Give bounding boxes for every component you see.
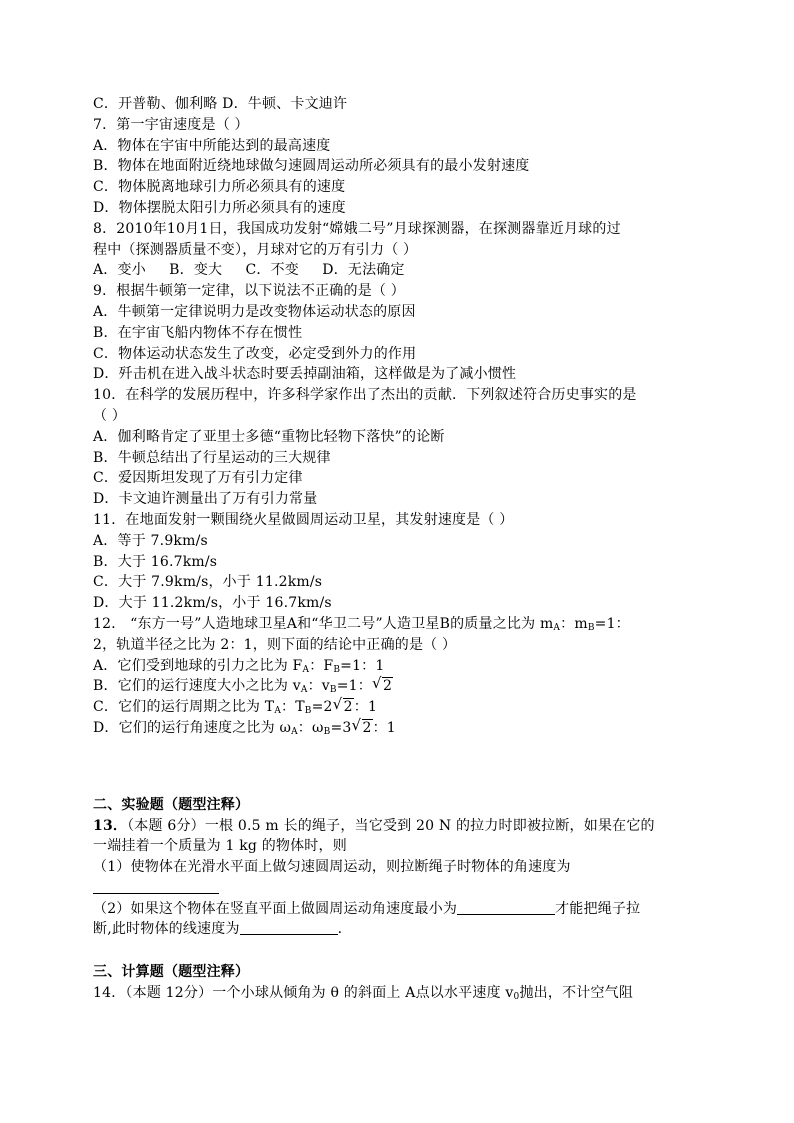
radicand: 2 xyxy=(362,719,372,736)
subscript-b: B xyxy=(587,622,595,633)
radicand: 2 xyxy=(382,678,393,695)
q10-option-b: B．牛顿总结出了行星运动的三大规律 xyxy=(93,449,331,466)
q10-option-c: C．爱因斯坦发现了万有引力定律 xyxy=(93,470,303,487)
q8-stem-line2: 程中（探测器质量不变），月球对它的万有引力（ ） xyxy=(93,241,418,258)
q12-option-a xyxy=(93,656,708,677)
q13-part2-text: （2）如果这个物体在竖直平面上做圆周运动角速度最小为 xyxy=(93,900,458,917)
answer-blank-3[interactable] xyxy=(240,920,338,935)
q10-option-d: D．卡文迪许测量出了万有引力常量 xyxy=(93,491,318,508)
subscript-a: A xyxy=(291,726,298,737)
q14-text-end: 抛出，不计空气阻 xyxy=(519,985,634,1002)
radicand: 2 xyxy=(343,699,353,716)
q12a-text-2: ：F xyxy=(309,657,334,674)
q12-stem-line2: 2，轨道半径之比为 2：1，则下面的结论中正确的是（ ） xyxy=(93,636,457,653)
q8-options: A．变小 B．变大 C．不变 D．无法确定 xyxy=(93,262,405,279)
q12c-text-2: ：T xyxy=(281,699,305,716)
section-3-heading: 三、计算题（题型注释） xyxy=(93,964,250,981)
square-root-icon: √ 2 xyxy=(351,715,372,736)
q11-option-b: B．大于 16.7km/s xyxy=(93,553,218,570)
q12-stem-line1 xyxy=(93,614,708,635)
subscript-b: B xyxy=(333,664,341,675)
q11-option-d: D．大于 11.2km/s，小于 16.7km/s xyxy=(93,595,332,612)
subscript-a: A xyxy=(553,622,561,633)
q13-text: （本题 6分）一根 0.5 m 长的绳子，当它受到 20 N 的拉力时即被拉断，如果在它的 xyxy=(127,817,655,834)
exam-page xyxy=(93,94,708,1004)
subscript-a: A xyxy=(274,706,282,717)
q12-option-d xyxy=(93,715,708,739)
q13-part2-text-end: 才能把绳子拉 xyxy=(555,900,641,917)
q7-option-c: C．物体脱离地球引力所必须具有的速度 xyxy=(93,179,346,196)
q9-option-d: D．歼击机在进入战斗状态时要丢掉副油箱，这样做是为了减小惯性 xyxy=(93,366,517,383)
answer-blank-1[interactable] xyxy=(93,879,219,894)
q12-text-a: 12． “东方一号”人造地球卫星A和“华卫二号”人造卫星B的质量之比为 m xyxy=(93,615,554,632)
q12-option-c xyxy=(93,697,708,718)
q13-part2-line2-text: 断,此时物体的线速度为 xyxy=(93,921,240,938)
q7-option-a: A．物体在宇宙中所能达到的最高速度 xyxy=(93,137,331,154)
q13-part2-line2 xyxy=(93,919,708,940)
q6-options-cd: C．开普勒、伽利略 D．牛顿、卡文迪许 xyxy=(93,96,348,112)
q12a-text-1: A．它们受到地球的引力之比为 F xyxy=(93,657,303,674)
q12-option-b xyxy=(93,676,708,697)
q14-text: 14．（本题 12分）一个小球从倾角为 θ 的斜面上 A点以水平速度 v xyxy=(93,985,514,1002)
q13-part1: （1）使物体在光滑水平面上做匀速圆周运动，则拉断绳子时物体的角速度为 xyxy=(93,859,571,876)
q7-stem: 7．第一宇宙速度是（ ） xyxy=(93,116,249,133)
subscript-b: B xyxy=(323,726,331,737)
square-root-icon: √ 2 xyxy=(371,674,393,695)
q10-stem-line1: 10．在科学的发展历程中，许多科学家作出了杰出的贡献．下列叙述符合历史事实的是 xyxy=(93,387,637,404)
q8-stem-line1: 8．2010年10月1日，我国成功发射“嫦娥二号”月球探测器，在探测器靠近月球的过 xyxy=(93,220,621,237)
subscript-a: A xyxy=(302,664,310,675)
q12b-text-3: =1： xyxy=(336,678,372,695)
q12d-text-1: D．它们的运行角速度之比为 ω xyxy=(93,719,292,736)
q10-option-a: A．伽利略肯定了亚里士多德“重物比轻物下落快”的论断 xyxy=(93,428,445,445)
q11-option-a: A．等于 7.9km/s xyxy=(93,532,208,549)
q13-number: 13． xyxy=(93,817,128,834)
q12b-text-1: B．它们的运行速度大小之比为 v xyxy=(93,678,301,695)
section-2-heading: 二、实验题（题型注释） xyxy=(93,796,250,813)
square-root-icon: √ 2 xyxy=(332,695,353,716)
spacer xyxy=(93,739,708,795)
q12-text-b: ：m xyxy=(560,615,588,632)
q12-text-c: =1： xyxy=(594,615,630,632)
q7-option-d: D．物体摆脱太阳引力所必须具有的速度 xyxy=(93,199,346,216)
q14-stem xyxy=(93,983,708,1004)
subscript-zero: 0 xyxy=(513,992,520,1003)
q7-option-b: B．物体在地面附近绕地球做匀速圆周运动所必须具有的最小发射速度 xyxy=(93,158,530,175)
q12d-text-3: =3 xyxy=(330,719,352,736)
q11-option-c: C．大于 7.9km/s，小于 11.2km/s xyxy=(93,574,323,591)
q10-stem-line2: （ ） xyxy=(93,407,127,424)
q12d-text-4: ：1 xyxy=(372,719,396,736)
q13-part1-answer xyxy=(93,878,708,899)
q13-part2-line1 xyxy=(93,899,708,920)
subscript-b: B xyxy=(329,685,337,696)
subscript-b: B xyxy=(304,706,312,717)
q9-stem: 9．根据牛顿第一定律，以下说法不正确的是（ ） xyxy=(93,283,405,300)
q9-option-a: A．牛顿第一定律说明力是改变物体运动状态的原因 xyxy=(93,303,416,320)
q12d-text-2: ：ω xyxy=(297,719,324,736)
q12c-text-1: C．它们的运行周期之比为 T xyxy=(93,699,275,716)
q12c-text-3: =2 xyxy=(311,699,333,716)
q12a-text-3: =1：1 xyxy=(340,657,385,674)
q13-stem-line2: 一端挂着一个质量为 1 kg 的物体时，则 xyxy=(93,838,347,855)
answer-blank-2[interactable] xyxy=(457,900,555,915)
q13-stem-line1 xyxy=(93,816,708,837)
subscript-a: A xyxy=(300,685,308,696)
q12b-text-2: ：v xyxy=(307,678,330,695)
q11-stem: 11．在地面发射一颗围绕火星做圆周运动卫星，其发射速度是（ ） xyxy=(93,511,514,528)
q12c-text-4: ：1 xyxy=(353,699,378,716)
q9-option-b: B．在宇宙飞船内物体不存在惯性 xyxy=(93,324,303,341)
q9-option-c: C．物体运动状态发生了改变，必定受到外力的作用 xyxy=(93,345,417,362)
spacer xyxy=(93,940,708,962)
q13-period: . xyxy=(337,921,343,938)
